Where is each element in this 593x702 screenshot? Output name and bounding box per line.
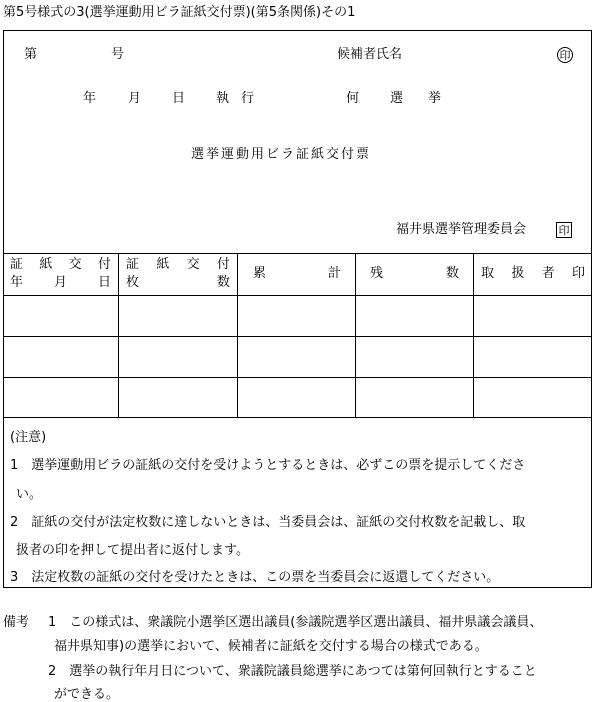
document-title: 選挙運動用ビラ証紙交付票 (191, 147, 372, 162)
note-3: 3 法定枚数の証紙の交付を受けたときは、この票を当委員会に返還してください。 (10, 570, 500, 585)
notes-heading: (注意) (10, 430, 47, 445)
table-column-rule (237, 253, 238, 417)
seal-circle-icon: 印 (557, 47, 573, 63)
col-remaining-header: 残 数 (370, 266, 459, 281)
note-2-line1: 2 証紙の交付が法定枚数に達しないときは、当委員会は、証紙の交付枚数を記載し、取 (10, 515, 526, 530)
month-label: 月 (128, 91, 142, 106)
table-header-rule (3, 295, 592, 296)
year-label: 年 (83, 91, 97, 106)
remark-2-line1: 2 選挙の執行年月日について、衆議院議員総選挙にあつては第何回執行とすること (48, 664, 537, 679)
number-prefix: 第 (24, 47, 38, 62)
remarks-label: 備考 (3, 615, 30, 630)
note-1-line2: い。 (16, 487, 43, 502)
election-label: 選 挙 (390, 91, 448, 106)
execution-label: 執行 (216, 91, 267, 106)
day-label: 日 (172, 91, 186, 106)
which-label: 何 (346, 91, 360, 106)
issuer-name: 福井県選挙管理委員会 (396, 222, 527, 237)
col-issue-date-header-line1: 証 紙 交 付 (10, 257, 111, 272)
table-column-rule (355, 253, 356, 417)
table-column-rule (473, 253, 474, 417)
remark-1-line1: 1 この様式は、衆議院小選挙区選出議員(参議院選挙区選出議員、福井県議会議員、 (48, 615, 543, 630)
col-issue-count-header-line1: 証 紙 交 付 (126, 257, 230, 272)
note-1-line1: 1 選挙運動用ビラの証紙の交付を受けようとするときは、必ずこの票を提示してくださ (10, 458, 526, 473)
col-issue-date-header-line2: 年 月 日 (10, 275, 111, 290)
col-handler-seal-header: 取 扱 者 印 (481, 266, 585, 281)
table-row-rule (3, 336, 592, 337)
remark-2-line2: ができる。 (54, 687, 120, 702)
remark-1-line2: 福井県知事)の選挙において、候補者に証紙を交付する場合の様式である。 (54, 639, 488, 654)
candidate-name-label: 候補者氏名 (337, 47, 403, 62)
table-bottom-rule (3, 417, 592, 418)
note-2-line2: 扱者の印を押して提出者に返付します。 (16, 543, 249, 558)
col-issue-count-header-line2: 枚 数 (126, 275, 230, 290)
col-cumulative-header: 累 計 (253, 266, 341, 281)
form-frame (3, 30, 592, 588)
table-row-rule (3, 377, 592, 378)
table-column-rule (118, 253, 119, 417)
form-title: 第5号様式の3(選挙運動用ビラ証紙交付票)(第5条関係)その1 (3, 5, 356, 20)
table-top-rule (3, 253, 592, 254)
number-suffix: 号 (111, 47, 125, 62)
seal-box-icon: 印 (556, 222, 572, 238)
